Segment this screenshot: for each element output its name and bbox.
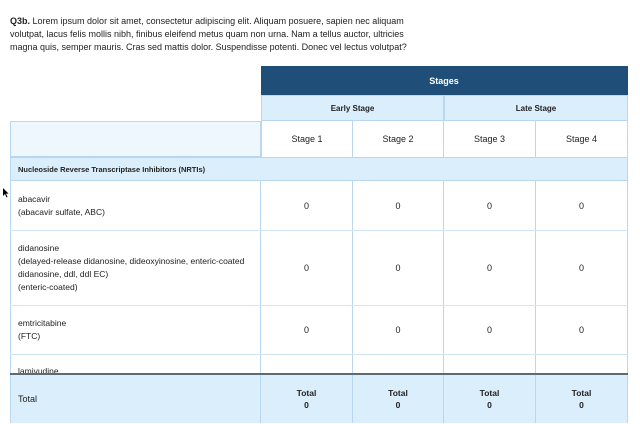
row-label-header [10,121,261,157]
drug-detail: (abacavir sulfate, ABC) [18,206,105,217]
total-value: 0 [304,400,309,410]
value-cell[interactable]: 0 [536,181,628,230]
value-cell[interactable]: 0 [353,231,444,305]
value-cell [261,355,353,373]
column-header-stage-2: Stage 2 [353,121,444,157]
value-cell[interactable]: 0 [536,231,628,305]
group-header-early: Early Stage [261,95,444,121]
total-value: 0 [487,400,492,410]
value-cell [444,355,536,373]
total-row-label: Total [10,375,261,423]
question-body: Lorem ipsum dolor sit amet, consectetur adipiscing elit. Aliquam posuere, sapien nec aliquam volutpat, lacus felis mollis nibh, finibus eleifend metus quam non urna. Nam a tellus auctor, ultricies magna quis, semper mauris. Cras sed mattis dolor. Suspendisse potenti. Donec vel lectus volutpat? [10,16,407,52]
total-cell-stage-2 [353,375,444,423]
question-number: Q3b. [10,16,31,26]
drug-detail: (FTC) [18,331,41,341]
column-header-stage-1: Stage 1 [261,121,353,157]
total-cell-stage-1 [261,375,353,423]
question-text [10,15,430,54]
value-cell[interactable]: 0 [536,306,628,354]
mouse-cursor-icon [3,188,9,198]
group-header-late: Late Stage [444,95,628,121]
total-label: Total [388,388,408,398]
drug-detail: (delayed-release didanosine, dideoxyinosine, enteric-coated didanosine, ddl, ddl EC) [18,256,245,279]
section-header-nrtis: Nucleoside Reverse Transcriptase Inhibitors (NRTIs) [10,157,628,181]
total-label: Total [479,388,500,398]
value-cell[interactable]: 0 [353,181,444,230]
total-row [10,373,628,423]
value-cell[interactable]: 0 [261,306,353,354]
value-cell[interactable]: 0 [261,231,353,305]
drug-name: lamivudine [18,366,59,373]
stages-header: Stages [261,66,628,95]
row-label-abacavir [10,181,261,230]
value-cell[interactable]: 0 [444,306,536,354]
value-cell[interactable]: 0 [353,306,444,354]
column-header-stage-4: Stage 4 [536,121,628,157]
total-label: Total [571,388,592,398]
row-label-emtricitabine [10,306,261,354]
drug-detail-secondary: (enteric-coated) [18,282,78,292]
row-label-didanosine [10,231,261,305]
column-header-stage-3: Stage 3 [444,121,536,157]
value-cell [536,355,628,373]
value-cell[interactable]: 0 [444,231,536,305]
total-cell-stage-3 [444,375,536,423]
value-cell [353,355,444,373]
drug-name: emtricitabine [18,318,67,328]
drug-name: didanosine [18,243,60,253]
total-cell-stage-4 [536,375,628,423]
drug-name: abacavir [18,193,51,204]
total-value: 0 [579,400,584,410]
total-value: 0 [395,400,401,410]
total-label: Total [296,388,317,398]
value-cell[interactable]: 0 [261,181,353,230]
row-label-lamivudine [10,355,261,373]
value-cell[interactable]: 0 [444,181,536,230]
